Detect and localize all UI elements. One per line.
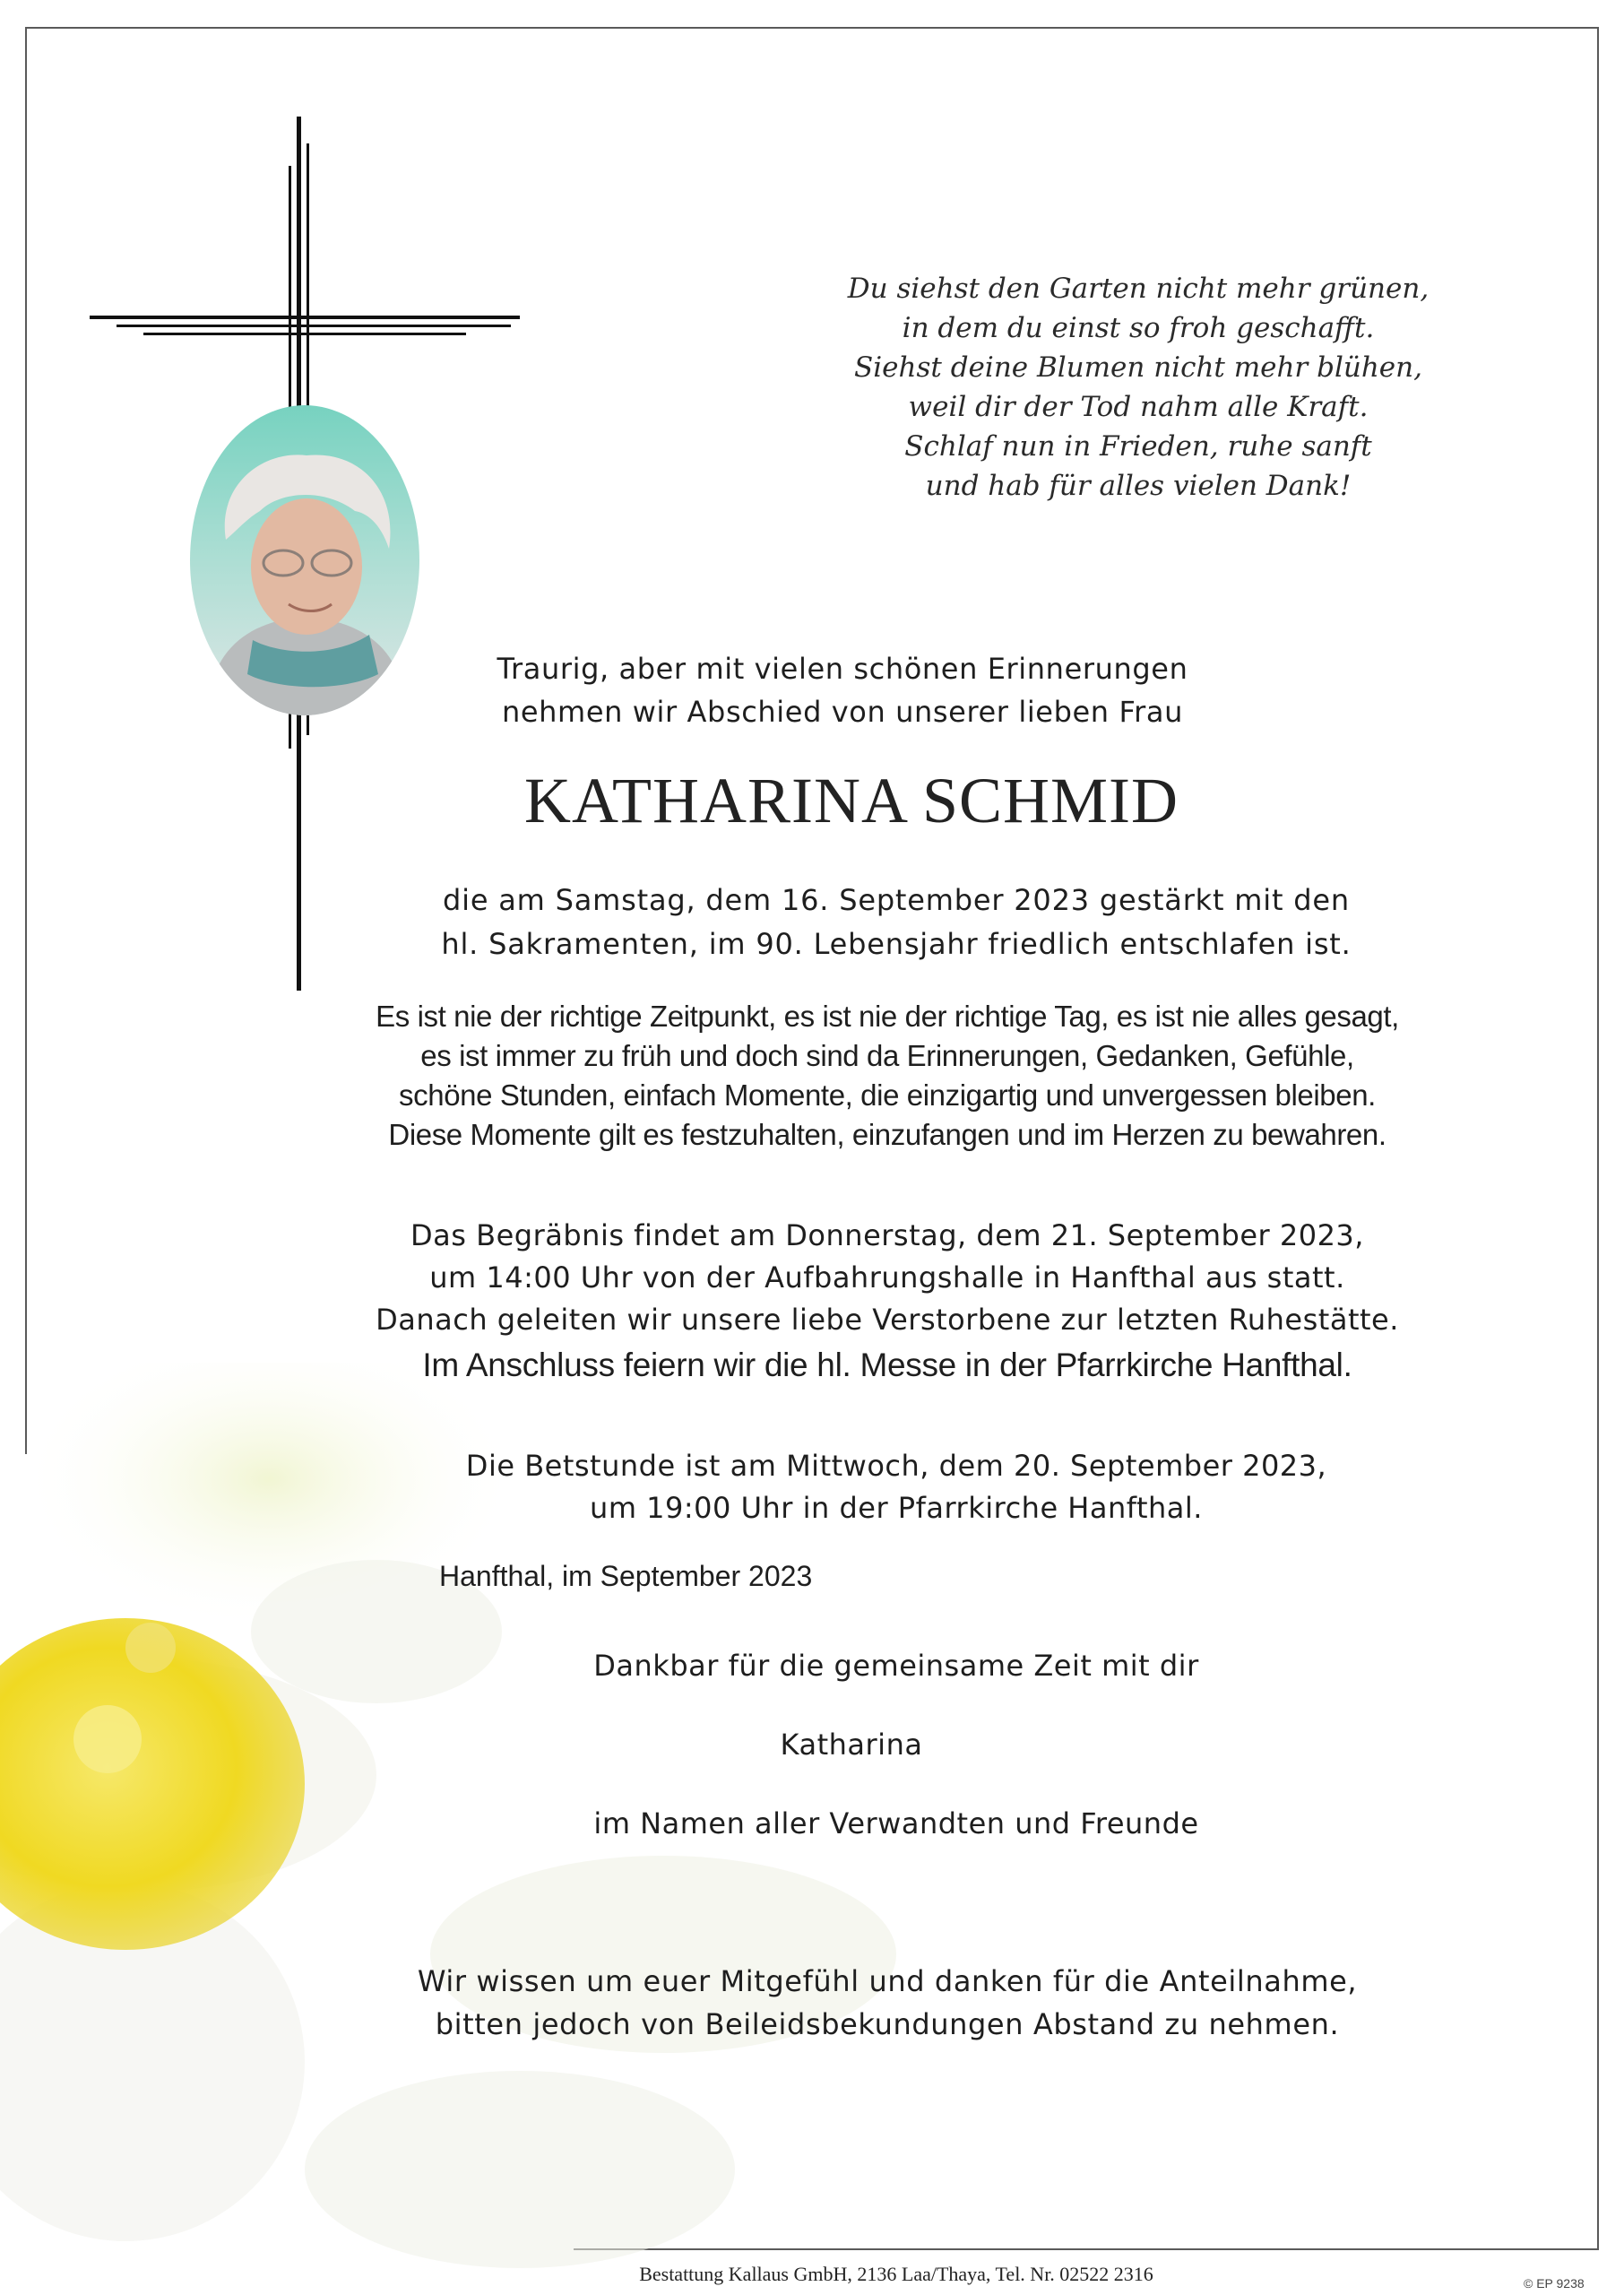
signature-thanks: Dankbar für die gemeinsame Zeit mit dir [593, 1649, 1199, 1683]
frame-line-left [25, 27, 27, 1454]
poem-line: in dem du einst so froh geschafft. [902, 312, 1375, 344]
prose-line: schöne Stunden, einfach Momente, die einzigartig und unvergessen bleiben. [399, 1078, 1376, 1112]
frame-line-top [25, 27, 1599, 29]
poem-line: weil dir der Tod nahm alle Kraft. [908, 391, 1369, 423]
closing-line: Wir wissen um euer Mitgefühl und danken für die Anteilnahme, [417, 1964, 1358, 1998]
prayer-line: Die Betstunde ist am Mittwoch, dem 20. September 2023, [465, 1449, 1327, 1483]
prayer-hour-info [358, 1445, 1434, 1529]
funeral-line: um 14:00 Uhr von der Aufbahrungshalle in Hanfthal aus statt. [429, 1260, 1345, 1295]
signature-name: Katharina [780, 1728, 923, 1762]
mass-info: Im Anschluss feiern wir die hl. Messe in der Pfarrkirche Hanfthal. [422, 1347, 1352, 1383]
poem-line: Du siehst den Garten nicht mehr grünen, [847, 273, 1430, 305]
poem-line: Schlaf nun in Frieden, ruhe sanft [904, 430, 1372, 463]
frame-line-right [1597, 27, 1599, 2250]
death-notice [358, 879, 1434, 966]
prose-line: Es ist nie der richtige Zeitpunkt, es ist nie der richtige Tag, es ist nie alles gesagt, [376, 1000, 1399, 1033]
memorial-prose [323, 997, 1452, 1155]
prose-line: es ist immer zu früh und doch sind da Erinnerungen, Gedanken, Gefühle, [420, 1039, 1354, 1072]
intro-text [161, 647, 1524, 733]
footer-code: © EP 9238 [1524, 2276, 1585, 2291]
place-date: Hanfthal, im September 2023 [439, 1560, 813, 1592]
deceased-name: KATHARINA SCHMID [523, 765, 1179, 836]
prose-line: Diese Momente gilt es festzuhalten, einzufangen und im Herzen zu bewahren. [388, 1118, 1386, 1151]
death-notice-line: die am Samstag, dem 16. September 2023 gestärkt mit den [443, 883, 1350, 917]
funeral-line: Danach geleiten wir unsere liebe Verstorbene zur letzten Ruhestätte. [376, 1303, 1399, 1337]
poem [789, 269, 1488, 506]
intro-line: nehmen wir Abschied von unserer lieben Frau [502, 695, 1183, 729]
footer-company: Bestattung Kallaus GmbH, 2136 Laa/Thaya, Tel. Nr. 02522 2316 [639, 2263, 1153, 2285]
closing-line: bitten jedoch von Beileidsbekundungen Abstand zu nehmen. [435, 2007, 1340, 2041]
funeral-info [323, 1215, 1452, 1341]
signature-behalf: im Namen aller Verwandten und Freunde [593, 1806, 1199, 1840]
funeral-line: Das Begräbnis findet am Donnerstag, dem 21. September 2023, [410, 1218, 1364, 1252]
poem-line: und hab für alles vielen Dank! [925, 470, 1352, 502]
poem-line: Siehst deine Blumen nicht mehr blühen, [854, 351, 1422, 384]
closing-note [323, 1960, 1452, 2046]
prayer-line: um 19:00 Uhr in der Pfarrkirche Hanfthal. [590, 1491, 1203, 1525]
death-notice-line: hl. Sakramenten, im 90. Lebensjahr friedlich entschlafen ist. [441, 927, 1352, 961]
intro-line: Traurig, aber mit vielen schönen Erinnerungen [497, 652, 1188, 686]
